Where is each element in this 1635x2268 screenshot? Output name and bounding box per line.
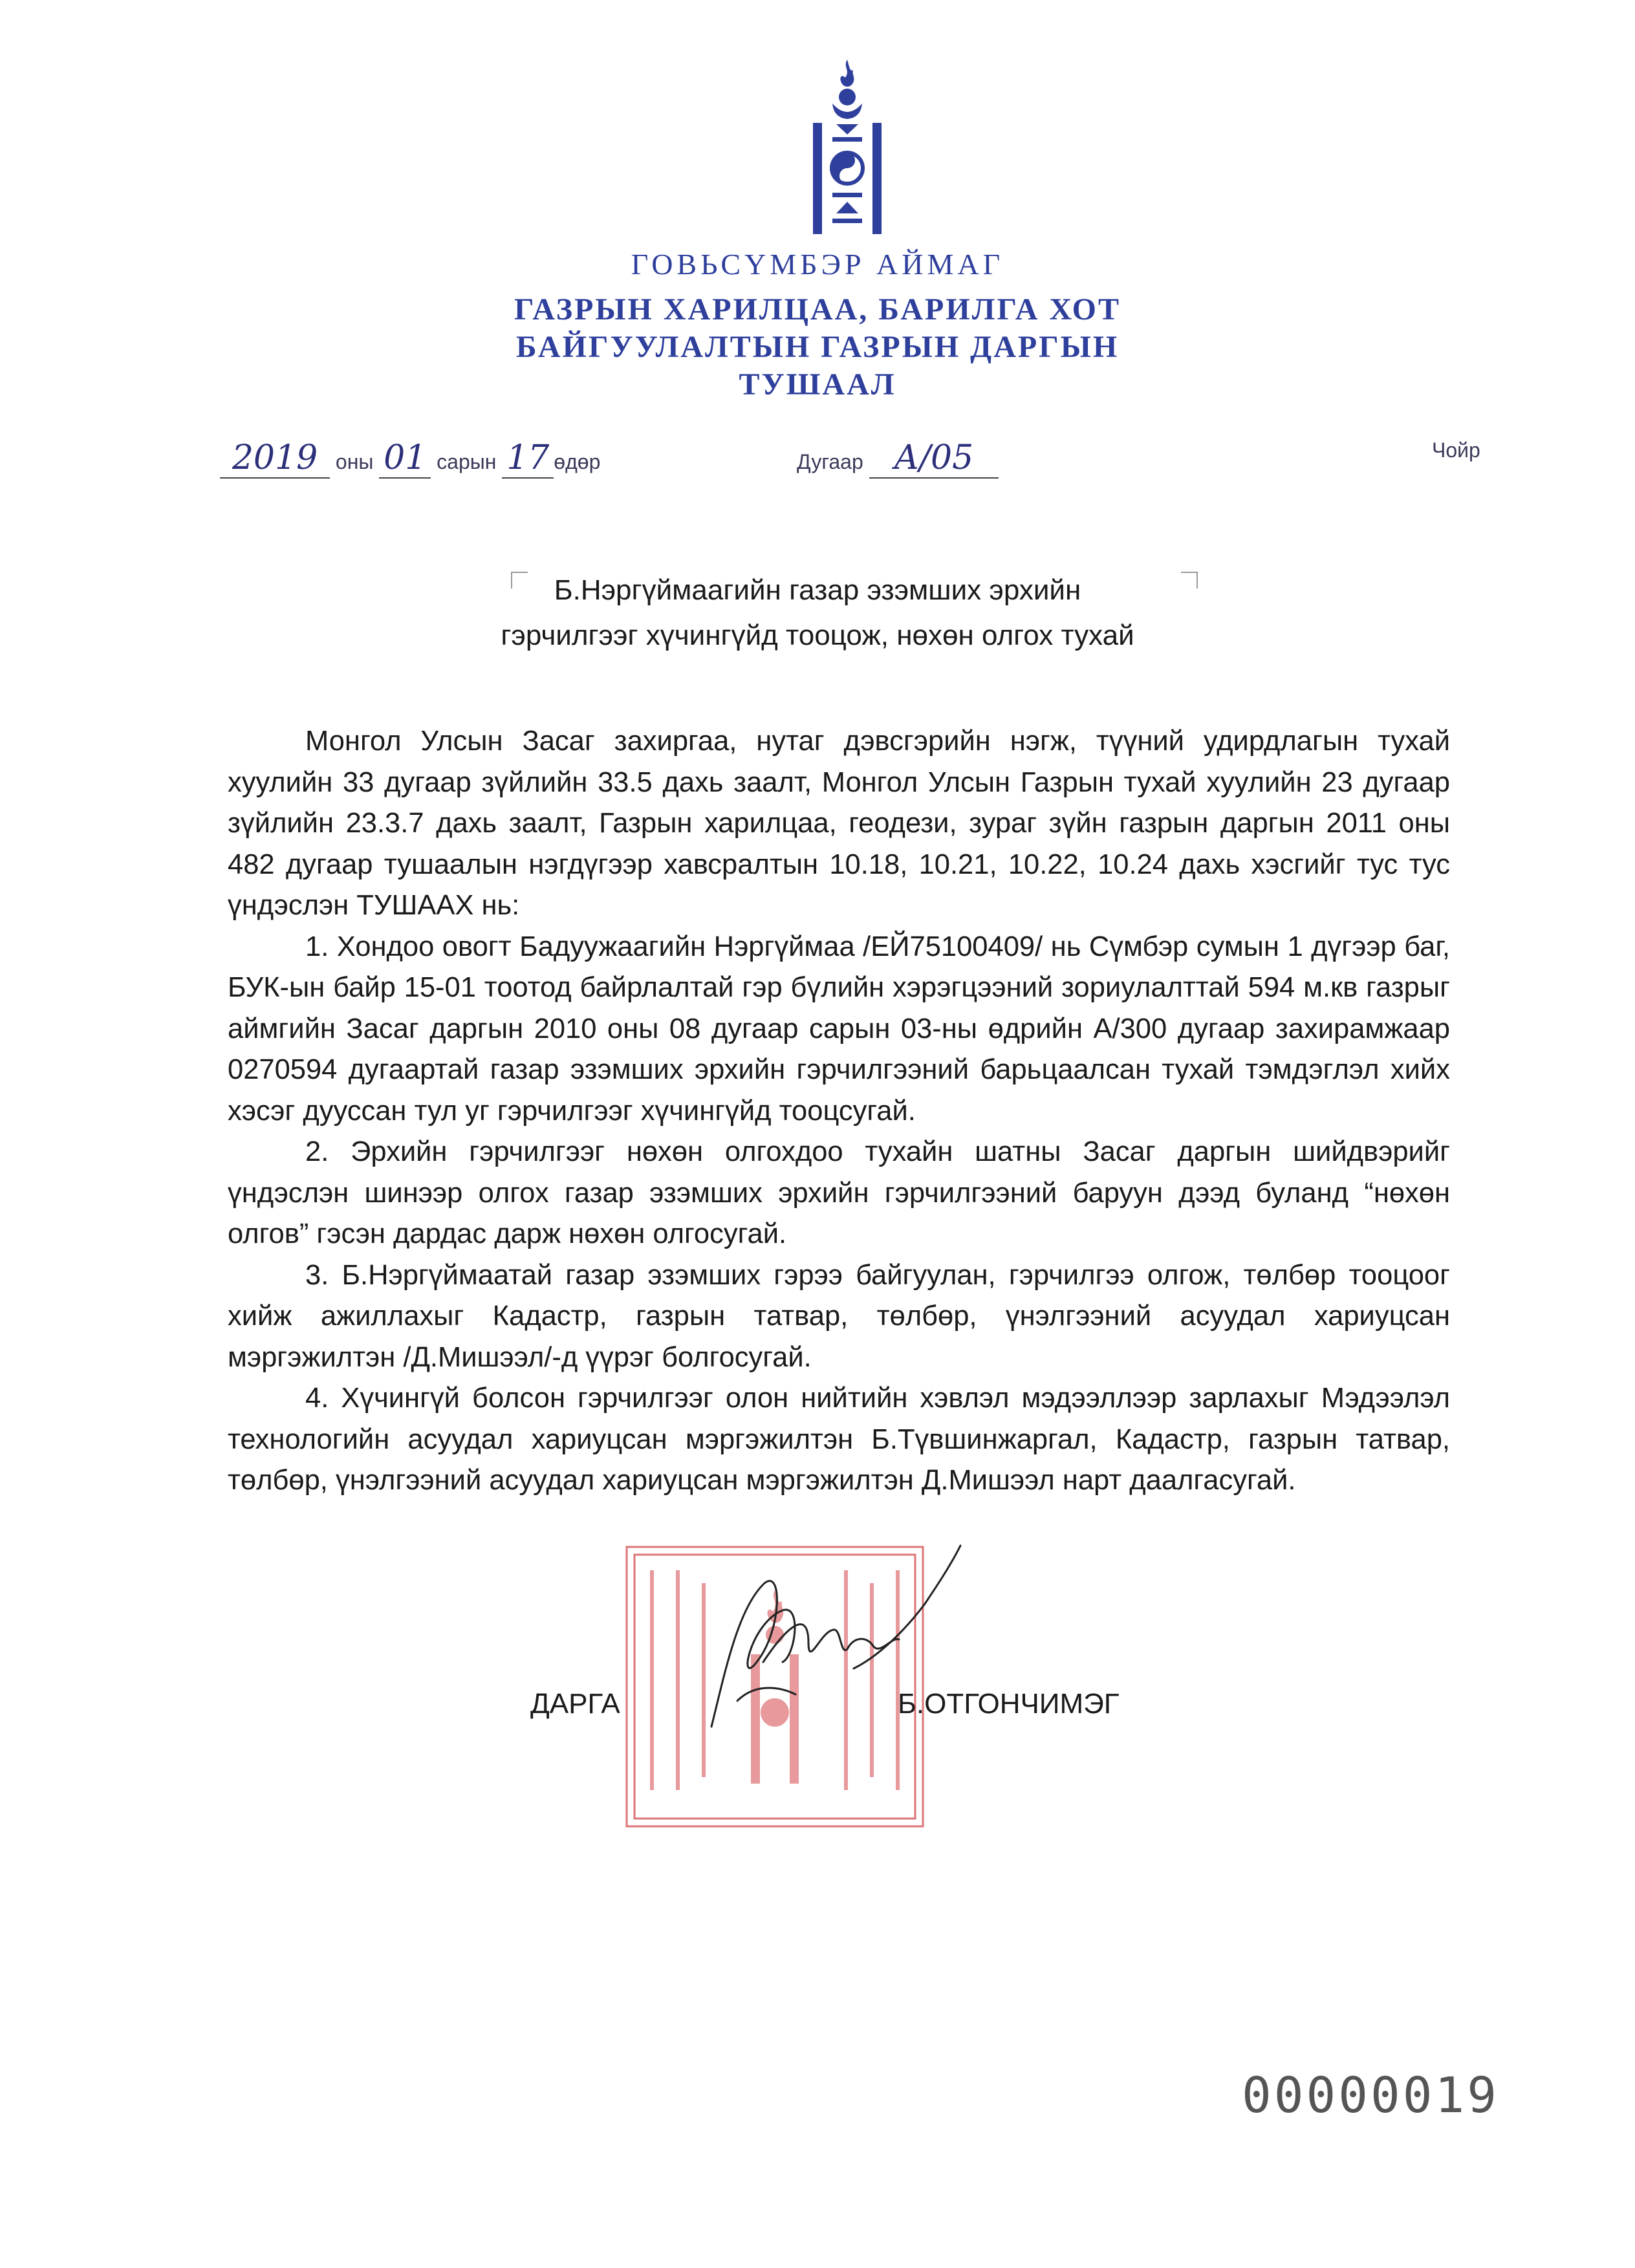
date-line xyxy=(220,438,600,479)
number-label: Дугаар xyxy=(797,450,863,473)
subject-line-2: гэрчилгээг хүчингүйд тооцож, нөхөн олгох тухай xyxy=(501,620,1134,651)
order-item-1: 1. Хондоо овогт Бадуужаагийн Нэргүймаа /ЕЙ75100409/ нь Сүмбэр сумын 1 дүгээр баг, БУК-ын байр 15-01 тоотод байрлалтай гэр бүлийн хэрэгцээний зориулалттай 594 м.кв газрыг аймгийн Засаг даргын 2010 оны 08 дугаар сарын 03-ны өдрийн А/300 дугаар захирамжаар 0270594 дугаартай газар эзэмших эрхийн гэрчилгээний барьцаалсан тухай тэмдэглэл хийх хэсэг дууссан тул уг гэрчилгээг хүчингүйд тооцсугай. xyxy=(228,931,1450,1127)
date-year: 2019 xyxy=(220,438,330,479)
header-aimag: ГОВЬСҮМБЭР АЙМАГ xyxy=(631,248,1004,281)
document-serial-number: 00000019 xyxy=(1242,2066,1500,2124)
header-organization xyxy=(0,291,1635,404)
document-number xyxy=(797,438,999,479)
date-day: 17 xyxy=(502,438,554,479)
subject xyxy=(0,568,1635,658)
soyombo-emblem-icon xyxy=(799,58,896,239)
date-day-label: өдөр xyxy=(554,450,601,473)
header-line-3: БАЙГУУЛАЛТЫН ГАЗРЫН ДАРГЫН xyxy=(515,330,1120,364)
order-item-2: 2. Эрхийн гэрчилгээг нөхөн олгохдоо тухайн шатны Засаг даргын шийдвэрийг үндэслэн шинээр олгох газар эзэмших эрхийн гэрчилгээний баруун дээд буланд “нөхөн олгов” гэсэн дардас дарж нөхөн олгосугай. xyxy=(228,1136,1450,1249)
preamble: Монгол Улсын Засаг захиргаа, нутаг дэвсгэрийн нэгж, түүний удирдлагын тухай хуулийн 33 дугаар зүйлийн 33.5 дахь заалт, Монгол Улсын Газрын тухай хуулийн 23 дугаар зүйлийн 23.3.7 дахь заалт, Газрын харилцаа, геодези, зураг зүйн газрын даргын 2011 оны 482 дугаар тушаалын нэгдүгээр хавсралтын 10.18, 10.21, 10.22, 10.24 дахь хэсгийг тус тус үндэслэн ТУШААХ нь: xyxy=(228,726,1450,921)
signature-title: ДАРГА xyxy=(530,1688,620,1720)
date-year-label: оны xyxy=(335,450,374,473)
number-value: А/05 xyxy=(869,438,999,479)
header-line-4: ТУШААЛ xyxy=(739,367,896,402)
subject-line-1: Б.Нэргүймаагийн газар эзэмших эрхийн xyxy=(554,574,1081,606)
header-line-2: ГАЗРЫН ХАРИЛЦАА, БАРИЛГА ХОТ xyxy=(514,292,1121,327)
order-body xyxy=(228,721,1450,1502)
date-month: 01 xyxy=(379,438,431,479)
place: Чойр xyxy=(1432,438,1480,462)
order-item-4: 4. Хүчингүй болсон гэрчилгээг олон нийтийн хэвлэл мэдээллээр зарлахыг Мэдээлэл технологийн асуудал хариуцсан мэргэжилтэн Б.Түвшинжаргал, Кадастр, газрын татвар, төлбөр, үнэлгээний асуудал хариуцсан мэргэжилтэн Д.Мишээл нарт даалгасугай. xyxy=(228,1383,1450,1496)
signature-name: Б.ОТГОНЧИМЭГ xyxy=(898,1688,1120,1720)
date-month-label: сарын xyxy=(437,450,497,473)
order-item-3: 3. Б.Нэргүймаатай газар эзэмших гэрээ байгуулан, гэрчилгээ олгож, төлбөр тооцоог хийж ажиллахыг Кадастр, газрын татвар, төлбөр, үнэлгээний асуудал хариуцсан мэргэжилтэн /Д.Мишээл/-д үүрэг болгосугай. xyxy=(228,1259,1450,1373)
